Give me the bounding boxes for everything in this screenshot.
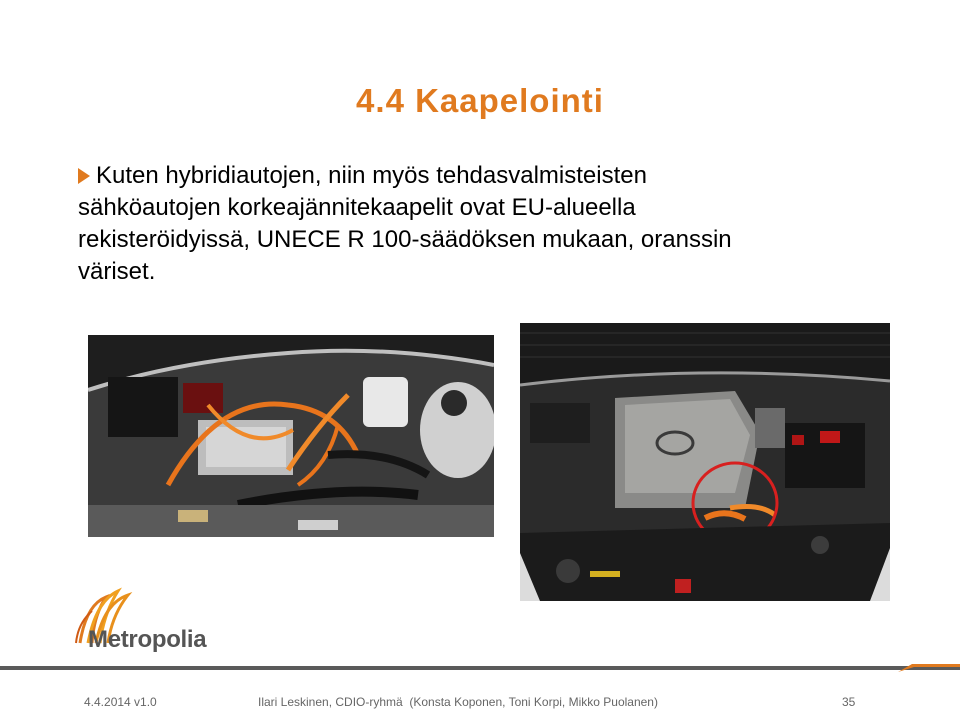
slide-title: 4.4 Kaapelointi	[356, 82, 604, 119]
footer-page-number: 35	[842, 695, 856, 709]
footer-date-version: 4.4.2014 v1.0	[84, 695, 157, 709]
footer-authors: Ilari Leskinen, CDIO-ryhmä (Konsta Koponen, Toni Korpi, Mikko Puolanen)	[258, 695, 658, 709]
bullet-list	[78, 160, 758, 288]
bullet-text: Kuten hybridiautojen, niin myös tehdasvalmisteisten sähköautojen korkeajännitekaapelit ovat EU-alueella rekisteröidyissä, UNECE R 100-säädöksen mukaan, oranssin väriset.	[78, 162, 732, 285]
footer-divider	[0, 664, 960, 674]
metropolia-logo-text: Metropolia	[88, 626, 207, 653]
engine-bay-photo-left	[88, 335, 494, 537]
bullet-item	[78, 160, 758, 288]
engine-bay-photo-right	[520, 323, 890, 601]
arrow-bullet-icon	[78, 168, 90, 184]
